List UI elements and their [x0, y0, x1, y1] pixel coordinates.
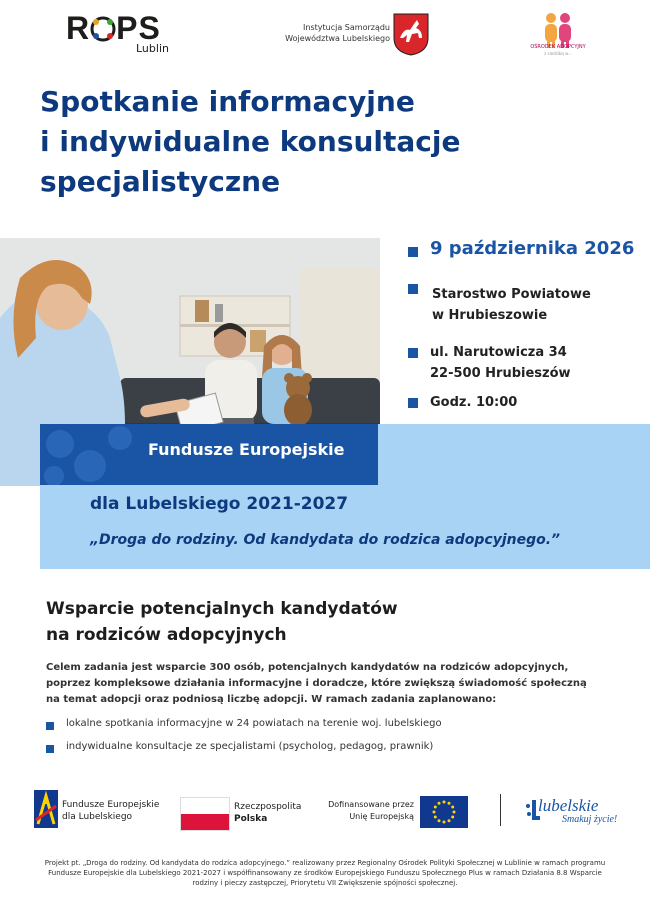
- event-address: [430, 342, 648, 384]
- event-date-item: [408, 238, 648, 259]
- support-bullet-text: lokalne spotkania informacyjne w 24 powiatach na terenie woj. lubelskiego: [66, 718, 442, 729]
- osrodek-adopcyjny-logo-icon: [528, 10, 588, 68]
- event-address-line-1: ul. Narutowicza 34: [430, 345, 567, 360]
- support-bullet-text: indywidualne konsultacje ze specjalistami (psycholog, pedagog, prawnik): [66, 741, 434, 752]
- support-title-line-2: na rodziców adopcyjnych: [46, 625, 287, 645]
- title-line-1: Spotkanie informacyjne: [40, 85, 415, 118]
- footnote-line-1: Projekt pt. „Droga do rodziny. Od kandydata do rodzica adopcyjnego.” realizowany przez Regionalny Ośrodek Polityki Społecznej w Lublinie w ramach programu: [44, 859, 606, 867]
- support-bullet: [46, 718, 606, 729]
- title-line-3: specjalistyczne: [40, 165, 281, 198]
- eu-cofinance-line-1: Dofinansowane przez: [328, 800, 414, 809]
- rops-logo-letters-ps: PS: [116, 10, 161, 46]
- title-line-2: i indywidualne konsultacje: [40, 125, 461, 158]
- isw-label: [280, 22, 390, 44]
- support-body: [46, 660, 606, 708]
- event-place: [432, 284, 648, 326]
- rops-logo-figures-icon: [90, 16, 116, 42]
- support-body-line-3: na temat adopcji oraz podniosą liczbę adopcji. W ramach zadania zaplanowano:: [46, 694, 497, 705]
- bullet-square-icon: [408, 284, 418, 294]
- rops-logo-letter-r: R: [66, 10, 91, 46]
- support-title: [46, 596, 446, 648]
- eu-cofinance-text: [322, 799, 414, 823]
- footnote-line-2: Fundusze Europejskie dla Lubelskiego 2021-2027 i współfinansowany ze środków Europejskiego Funduszu Społecznego Plus w ramach Działania 8.8 Wsparcie: [48, 869, 602, 877]
- fe-logo-line-1: Fundusze Europejskie: [62, 800, 160, 810]
- osrodek-adopcyjny-name: OŚRODEK ADOPCYJNY: [530, 44, 586, 50]
- support-body-line-2: poprzez kompleksowe działania informacyjne i doradcze, które zwiększą świadomość społeczną: [46, 678, 587, 689]
- event-place-line-2: w Hrubieszowie: [432, 308, 548, 323]
- support-body-line-1: Celem zadania jest wsparcie 300 osób, potencjalnych kandydatów na rodziców adopcyjnych,: [46, 662, 569, 673]
- event-place-item: [408, 284, 648, 326]
- lubelskie-logo-slogan: Smakuj życie!: [562, 814, 618, 825]
- polish-flag-icon: [180, 797, 230, 831]
- funding-region: dla Lubelskiego 2021-2027: [90, 494, 349, 514]
- lubelskie-crest-icon: [392, 12, 430, 56]
- lubelskie-logo-name: lubelskie: [538, 796, 599, 815]
- event-time-item: [408, 392, 648, 413]
- bullet-square-icon: [408, 398, 418, 408]
- footnote-line-3: rodziny i pieczy zastępczej, Priorytetu VII Zwiększenie spójności społecznej.: [192, 879, 458, 887]
- support-title-line-1: Wsparcie potencjalnych kandydatów: [46, 599, 398, 619]
- funding-program: Fundusze Europejskie: [148, 440, 345, 459]
- bullet-square-icon: [408, 348, 418, 358]
- isw-line-1: Instytucja Samorządu: [303, 23, 390, 32]
- eu-cofinance-line-2: Unię Europejską: [349, 812, 414, 821]
- footer-divider: [500, 794, 501, 826]
- project-quote: „Droga do rodziny. Od kandydata do rodzica adopcyjnego.”: [90, 532, 561, 548]
- rops-logo-city: Lublin: [136, 42, 169, 55]
- fundusze-europejskie-logo-icon: [34, 790, 58, 828]
- rp-logo-line-2: Polska: [234, 814, 268, 824]
- isw-line-2: Województwa Lubelskiego: [285, 34, 390, 43]
- bullet-square-icon: [46, 722, 54, 730]
- fe-logo-line-2: dla Lubelskiego: [62, 812, 133, 822]
- event-time: Godz. 10:00: [430, 395, 518, 410]
- event-address-item: [408, 342, 648, 384]
- osrodek-adopcyjny-sub: z siedzibą w...: [544, 51, 572, 56]
- event-address-line-2: 22-500 Hrubieszów: [430, 366, 571, 381]
- support-bullet: [46, 741, 606, 752]
- event-place-line-1: Starostwo Powiatowe: [432, 287, 591, 302]
- eu-flag-icon: [420, 796, 468, 828]
- bullet-square-icon: [46, 745, 54, 753]
- project-footnote: [20, 858, 630, 888]
- event-date: 9 października 2026: [430, 238, 635, 259]
- fe-logo-text: [62, 799, 159, 823]
- page-title: [40, 82, 600, 202]
- bullet-square-icon: [408, 247, 418, 257]
- rp-logo-line-1: Rzeczpospolita: [234, 802, 302, 812]
- rp-logo-text: [234, 801, 301, 825]
